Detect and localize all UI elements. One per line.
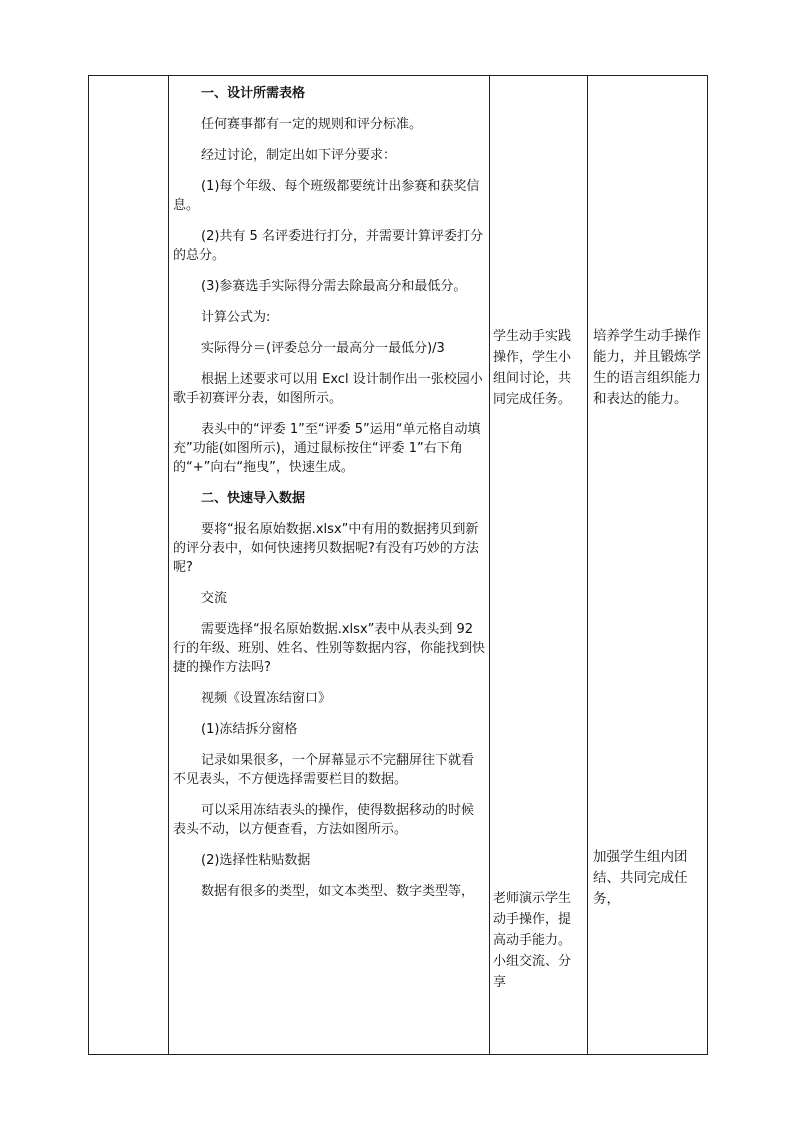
activity-text: 老师演示学生动手操作，提高动手能力。小组交流、分享 xyxy=(493,891,572,990)
content-paragraph: 记录如果很多，一个屏幕显示不完翻屏往下就看不见表头，不方便选择需要栏目的数据。 xyxy=(173,753,475,787)
student-activity-cell xyxy=(493,888,583,993)
content-paragraph: 需要选择“报名原始数据.xlsx”表中从表头到 92 行的年级、班别、姓名、性别等数据内容，你能找到快捷的操作方法吗? xyxy=(173,622,486,675)
column-divider xyxy=(168,76,169,1054)
student-activity-cell xyxy=(493,326,583,410)
section-heading: 二、快速导入数据 xyxy=(201,491,306,506)
design-intent-cell xyxy=(593,847,703,910)
content-paragraph: (1)冻结拆分窗格 xyxy=(201,722,298,737)
content-paragraph: 数据有很多的类型，如文本类型、数字类型等， xyxy=(201,884,475,899)
content-paragraph: 交流 xyxy=(201,591,228,606)
content-paragraph: 经过讨论，制定出如下评分要求： xyxy=(201,148,397,163)
content-paragraph: (3)参赛选手实际得分需去除最高分和最低分。 xyxy=(201,279,467,294)
section-heading: 一、设计所需表格 xyxy=(201,86,306,101)
goal-text: 加强学生组内团结、共同完成任务， xyxy=(593,849,688,907)
content-paragraph: (2)共有 5 名评委进行打分，并需要计算评委打分的总分。 xyxy=(173,229,483,263)
column-divider xyxy=(489,76,490,1054)
column-divider xyxy=(587,76,588,1054)
content-paragraph: 要将“报名原始数据.xlsx”中有用的数据拷贝到新的评分表中，如何快速拷贝数据呢?有没有巧妙的方法呢? xyxy=(173,522,479,575)
content-paragraph: 计算公式为: xyxy=(201,310,271,325)
content-paragraph: (2)选择性粘贴数据 xyxy=(201,853,311,868)
content-paragraph: 表头中的“评委 1”至“评委 5”运用“单元格自动填充”功能(如图所示)，通过鼠标按住“评委 1”右下角的“+”向右“拖曳”，快速生成。 xyxy=(173,422,481,475)
content-paragraph: 可以采用冻结表头的操作，使得数据移动的时候表头不动，以方便查看，方法如图所示。 xyxy=(173,803,475,837)
lesson-plan-table xyxy=(88,75,708,1055)
design-intent-cell xyxy=(593,326,703,410)
content-paragraph: 实际得分＝(评委总分一最高分一最低分)/3 xyxy=(201,341,445,356)
teaching-content-cell xyxy=(173,84,485,913)
content-paragraph: (1)每个年级、每个班级都要统计出参赛和获奖信息。 xyxy=(173,179,480,213)
content-paragraph: 任何赛事都有一定的规则和评分标准。 xyxy=(201,117,423,132)
goal-text: 培养学生动手操作能力，并且锻炼学生的语言组织能力和表达的能力。 xyxy=(593,328,701,407)
activity-text: 学生动手实践操作，学生小组间讨论，共同完成任务。 xyxy=(493,329,572,407)
content-paragraph: 根据上述要求可以用 Excl 设计制作出一张校园小歌手初赛评分表，如图所示。 xyxy=(173,372,483,406)
content-paragraph: 视频《设置冻结窗口》 xyxy=(201,691,332,706)
